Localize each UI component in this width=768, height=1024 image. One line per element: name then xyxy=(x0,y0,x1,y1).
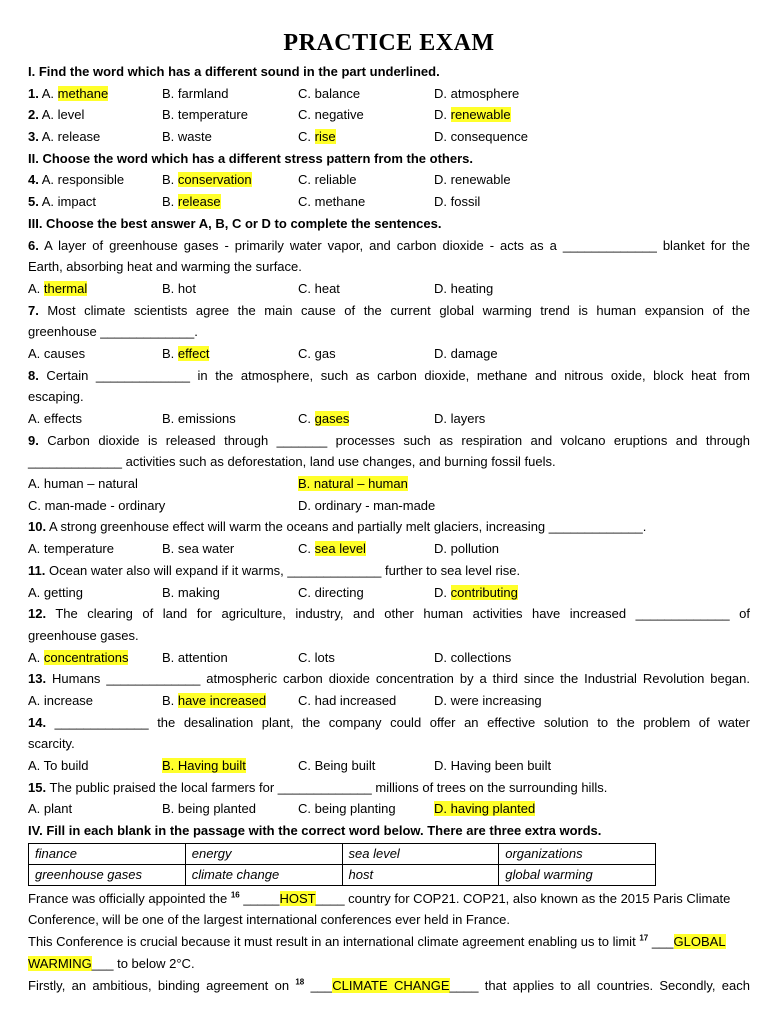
answer-highlight: gases xyxy=(314,411,350,426)
option-a: A. To build xyxy=(28,758,89,773)
question-number: 2. xyxy=(28,107,39,123)
question-12-options: A. concentrations B. attention C. lots D. collections xyxy=(28,647,750,669)
option-b: B. temperature xyxy=(162,107,248,123)
option-a: A. level xyxy=(41,107,85,123)
question-7-text: 7. Most climate scientists agree the main cause of the current global warming trend is human expansion of the xyxy=(28,302,750,318)
word-bank-table xyxy=(28,843,656,886)
option-a: A. effects xyxy=(28,411,82,426)
answer-highlight: B. natural – human xyxy=(298,476,408,492)
word-cell: finance xyxy=(29,843,186,864)
table-row xyxy=(29,843,656,864)
answer-highlight: methane xyxy=(57,85,109,101)
option-c: C. Being built xyxy=(298,758,376,773)
question-13-text: 13. Humans _____________ atmospheric carbon dioxide concentration by a third since the Industrial Revolution began. xyxy=(28,671,750,687)
question-1: 1. A. methane B. farmland C. balance D. atmosphere xyxy=(28,83,750,105)
answer-highlight: rise xyxy=(314,129,336,145)
option-a: A. plant xyxy=(28,801,73,817)
blank-number: 18 xyxy=(295,977,305,987)
answer-highlight: contributing xyxy=(450,584,518,600)
option-b: B. sea water xyxy=(162,541,235,557)
table-row xyxy=(29,864,656,885)
option-c: C. being planting xyxy=(298,801,396,817)
word-cell: climate change xyxy=(185,864,342,885)
question-9-options-row1 xyxy=(28,473,750,495)
option-a: A. release xyxy=(41,129,101,145)
option-d: D. heating xyxy=(434,280,494,296)
answer-highlight: HOST xyxy=(279,890,316,906)
question-12-text-cont: greenhouse gases. xyxy=(28,627,139,643)
answer-highlight: release xyxy=(177,194,221,210)
option-c: C. balance xyxy=(298,85,361,101)
word-cell: global warming xyxy=(499,864,656,885)
question-9-options-row2 xyxy=(28,495,750,517)
option-d: D. ordinary - man-made xyxy=(298,497,436,513)
option-c: C. reliable xyxy=(298,172,357,188)
option-a: A. getting xyxy=(28,584,83,600)
question-15-options xyxy=(28,798,750,820)
answer-highlight: have increased xyxy=(177,692,267,708)
question-15-text: 15. The public praised the local farmers for _____________ millions of trees on the surrounding hills. xyxy=(28,779,608,795)
passage-line-3: This Conference is crucial because it must result in an international climate agreement enabling us to limit $^{17}$ ___GLOBAL xyxy=(28,933,726,950)
answer-highlight: GLOBAL xyxy=(673,934,726,950)
question-9-text: 9. Carbon dioxide is released through _______ processes such as respiration and volcano eruptions and through xyxy=(28,432,750,448)
option-b: B. emissions xyxy=(162,411,236,426)
option-b: B. farmland xyxy=(162,85,229,101)
question-8-text: 8. Certain _____________ in the atmosphere, such as carbon dioxide, methane and nitrous oxide, block heat from xyxy=(28,367,750,383)
passage-line-2: Conference, will be one of the largest international conferences ever held in France. xyxy=(28,912,511,928)
answer-highlight: CLIMATE CHANGE xyxy=(332,977,450,993)
question-10-options: A. temperature B. sea water C. sea level D. pollution xyxy=(28,538,750,560)
question-6-text-cont: Earth, absorbing heat and warming the surface. xyxy=(28,259,302,275)
option-d: D. consequence xyxy=(434,129,528,145)
question-4: 4. A. responsible B. conservation C. reliable D. renewable xyxy=(28,169,750,191)
option-c: C. had increased xyxy=(298,692,397,708)
answer-highlight: WARMING xyxy=(28,955,92,971)
option-d: D. damage xyxy=(434,345,498,361)
answer-highlight: D. having planted xyxy=(434,801,536,817)
section-1-heading: I. Find the word which has a different sound in the part underlined. xyxy=(28,64,440,79)
question-number: 4. xyxy=(28,172,39,188)
question-10-text: 10. A strong greenhouse effect will warm the oceans and partially melt glaciers, increasing _____________. xyxy=(28,519,647,535)
option-c: C. heat xyxy=(298,280,340,296)
question-number: 1. xyxy=(28,85,39,101)
question-2: 2. A. level B. temperature C. negative D. renewable xyxy=(28,104,750,126)
word-cell: organizations xyxy=(499,843,656,864)
question-12-text: 12. The clearing of land for agriculture, industry, and other human activities have increased _____________ of xyxy=(28,606,750,622)
blank-number: 17 xyxy=(639,933,649,943)
question-3: 3. A. release B. waste C. rise D. consequence xyxy=(28,126,750,148)
answer-highlight: thermal xyxy=(43,280,88,296)
section-3-heading: III. Choose the best answer A, B, C or D to complete the sentences. xyxy=(28,215,442,231)
section-4-heading: IV. Fill in each blank in the passage with the correct word below. There are three extra words. xyxy=(28,823,602,839)
option-d: D. fossil xyxy=(434,194,481,210)
option-c: C. man-made - ordinary xyxy=(28,497,166,513)
passage-line-5: Firstly, an ambitious, binding agreement on $^{18}$ ___CLIMATE CHANGE____ that applies to all countries. Secondly, each xyxy=(28,977,750,993)
question-6-text: 6. A layer of greenhouse gases - primarily water vapor, and carbon dioxide - acts as a _____________ blanket for the xyxy=(28,237,750,253)
word-cell: sea level xyxy=(342,843,499,864)
answer-highlight: renewable xyxy=(450,107,511,123)
page-title: PRACTICE EXAM xyxy=(283,30,495,56)
option-a: A. impact xyxy=(41,194,96,210)
option-d: D. collections xyxy=(434,649,512,665)
question-8-text-cont: escaping. xyxy=(28,389,84,405)
option-a: A. temperature xyxy=(28,541,114,557)
option-c: C. gas xyxy=(298,345,336,361)
answer-highlight: B. Having built xyxy=(162,758,246,773)
option-d: D. layers xyxy=(434,411,486,426)
option-b: B. attention xyxy=(162,649,228,665)
question-8-options: A. effects B. emissions C. gases D. layers xyxy=(28,408,750,430)
answer-highlight: concentrations xyxy=(43,649,129,665)
option-a: A. increase xyxy=(28,692,94,708)
question-7-text-cont: greenhouse _____________. xyxy=(28,324,198,340)
option-c: C. methane xyxy=(298,194,366,210)
question-11-options: A. getting B. making C. directing D. contributing xyxy=(28,582,750,604)
option-b: B. waste xyxy=(162,129,212,145)
option-d: D. pollution xyxy=(434,541,500,557)
word-cell: greenhouse gases xyxy=(29,864,186,885)
answer-highlight: conservation xyxy=(177,172,252,188)
question-13-options: A. increase B. have increased C. had increased D. were increasing xyxy=(28,690,750,712)
option-c: C. directing xyxy=(298,584,364,600)
question-number: 3. xyxy=(28,129,39,145)
answer-highlight: effect xyxy=(177,345,210,361)
option-d: D. were increasing xyxy=(434,692,542,708)
answer-highlight: sea level xyxy=(314,541,366,557)
question-14-text: 14. _____________ the desalination plant, the company could offer an effective solution to the problem of water xyxy=(28,714,750,730)
blank-number: 16 xyxy=(230,890,240,900)
passage-line-1: France was officially appointed the $^{16}$ _____HOST____ country for COP21. COP21, also known as the 2015 Paris Climate xyxy=(28,890,731,906)
question-number: 5. xyxy=(28,194,39,210)
question-11-text: 11. Ocean water also will expand if it warms, _____________ further to sea level rise. xyxy=(28,562,521,578)
question-14-text-cont: scarcity. xyxy=(28,736,75,752)
question-6-options: A. thermal B. hot C. heat D. heating xyxy=(28,278,750,300)
word-cell: host xyxy=(342,864,499,885)
exam-page xyxy=(28,28,750,996)
option-d: D. renewable xyxy=(434,172,511,188)
option-d: D. Having been built xyxy=(434,758,552,773)
section-2-heading: II. Choose the word which has a different stress pattern from the others. xyxy=(28,150,473,166)
question-9-text-cont: _____________ activities such as deforestation, land use changes, and burning fossil fuels. xyxy=(28,454,556,470)
option-c: C. lots xyxy=(298,649,335,665)
passage-line-4: WARMING___ to below 2°C. xyxy=(28,955,195,971)
option-a: A. human – natural xyxy=(28,476,138,492)
question-14-options xyxy=(28,755,750,777)
option-b: B. hot xyxy=(162,280,196,296)
word-cell: energy xyxy=(185,843,342,864)
option-a: A. responsible xyxy=(41,172,125,188)
option-c: C. negative xyxy=(298,107,364,123)
question-5: 5. A. impact B. release C. methane D. fossil xyxy=(28,191,750,213)
option-d: D. atmosphere xyxy=(434,85,520,101)
option-b: B. being planted xyxy=(162,801,256,817)
question-7-options: A. causes B. effect C. gas D. damage xyxy=(28,343,750,365)
option-a: A. causes xyxy=(28,345,86,361)
option-b: B. making xyxy=(162,584,220,600)
